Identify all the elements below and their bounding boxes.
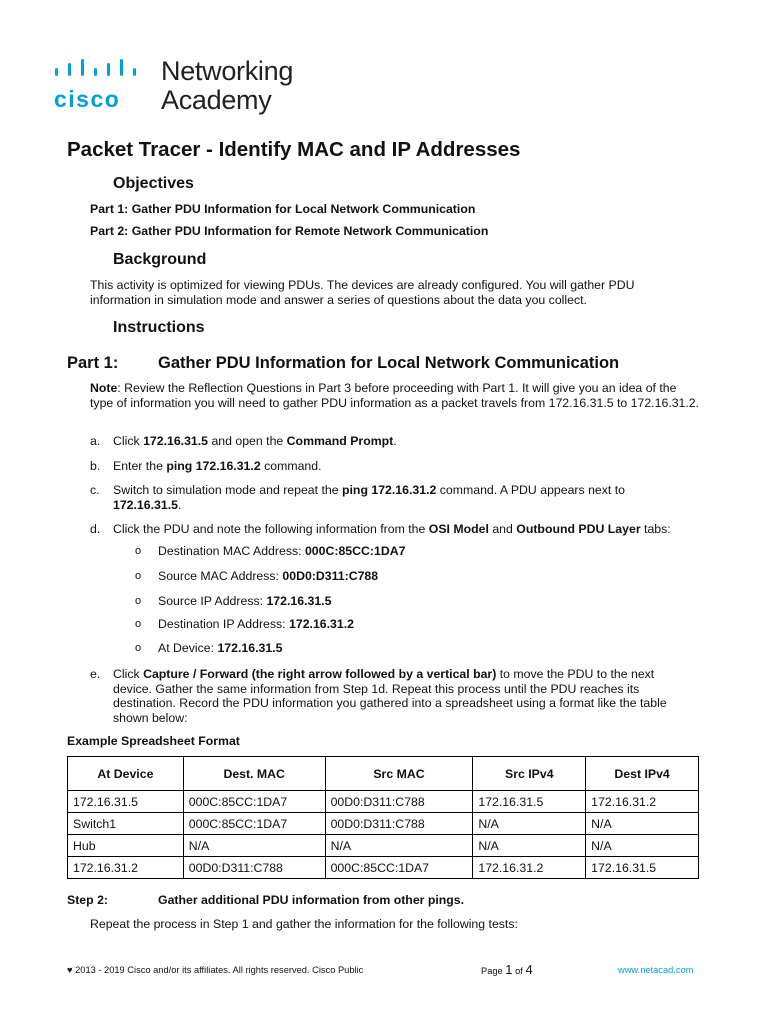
step-e-text: Click Capture / Forward (the right arrow followed by a vertical bar) to move the PDU to the next device. Gather the same information from Step 1d. Repeat this process until the PDU reaches its destination. Record the PDU information you gathered into a spreadsheet using a format like the table shown below: (113, 667, 667, 725)
header-at-device: At Device (68, 757, 184, 791)
dest-mac-item: Destination MAC Address: 000C:85CC:1DA7 (158, 544, 406, 558)
bullet-marker: o (135, 545, 142, 557)
step-a-marker: a. (90, 434, 101, 448)
table-cell: 000C:85CC:1DA7 (183, 813, 325, 835)
table-row (68, 835, 699, 857)
src-mac-item: Source MAC Address: 00D0:D311:C788 (158, 569, 379, 583)
step2-label: Step 2: (67, 893, 108, 907)
logo-line-networking: Networking (161, 56, 294, 86)
table-cell: 172.16.31.2 (473, 857, 586, 879)
footer-page-number: Page 1 of 4 (481, 962, 533, 977)
table-cell: 00D0:D311:C788 (325, 813, 473, 835)
header-src-ipv4: Src IPv4 (473, 757, 586, 791)
logo-line-academy: Academy (161, 85, 272, 115)
cisco-networking-academy-logo (54, 56, 314, 120)
table-cell: N/A (473, 835, 586, 857)
step-d-text: Click the PDU and note the following information from the OSI Model and Outbound PDU Layer tabs: (113, 522, 671, 536)
table-cell: 172.16.31.5 (68, 791, 184, 813)
table-cell: N/A (586, 813, 699, 835)
step2-title: Gather additional PDU information from other pings. (158, 893, 465, 907)
objectives-heading: Objectives (113, 175, 194, 192)
table-cell: 000C:85CC:1DA7 (325, 857, 473, 879)
bullet-marker: o (135, 595, 142, 607)
table-row (68, 813, 699, 835)
table-cell: 172.16.31.2 (68, 857, 184, 879)
background-heading: Background (113, 251, 207, 268)
table-cell: N/A (325, 835, 473, 857)
table-cell: 00D0:D311:C788 (325, 791, 473, 813)
cisco-bridge-icon (54, 58, 150, 82)
table-cell: N/A (586, 835, 699, 857)
table-caption: Example Spreadsheet Format (67, 734, 240, 748)
step2-text: Repeat the process in Step 1 and gather the information for the following tests: (90, 917, 518, 931)
step-c-text: Switch to simulation mode and repeat the ping 172.16.31.2 command. A PDU appears next to 172.16.31.5. (113, 483, 625, 512)
dest-ip-item: Destination IP Address: 172.16.31.2 (158, 617, 354, 631)
step-b-marker: b. (90, 459, 101, 473)
background-text: This activity is optimized for viewing PDUs. The devices are already configured. You will gather PDU information in simulation mode and answer a series of questions about the data you collect. (90, 278, 635, 307)
bullet-marker: o (135, 642, 142, 654)
step-b-text: Enter the ping 172.16.31.2 command. (113, 459, 322, 473)
part1-label: Part 1: (67, 354, 119, 372)
bullet-marker: o (135, 570, 142, 582)
at-device-item: At Device: 172.16.31.5 (158, 641, 283, 655)
part1-title: Gather PDU Information for Local Network Communication (158, 354, 620, 372)
table-header-row (68, 757, 699, 791)
table-cell: 000C:85CC:1DA7 (183, 791, 325, 813)
step-a-text: Click 172.16.31.5 and open the Command Prompt. (113, 434, 397, 448)
table-cell: Switch1 (68, 813, 184, 835)
table-cell: 00D0:D311:C788 (183, 857, 325, 879)
table-row (68, 857, 699, 879)
table-row (68, 791, 699, 813)
table-cell: 172.16.31.2 (586, 791, 699, 813)
header-dest-ipv4: Dest IPv4 (586, 757, 699, 791)
objective-part-1: Part 1: Gather PDU Information for Local Network Communication (90, 202, 476, 216)
cisco-wordmark: cisco. (54, 86, 124, 112)
header-src-mac: Src MAC (325, 757, 473, 791)
bullet-marker: o (135, 618, 142, 630)
example-spreadsheet-table (67, 756, 699, 879)
step-c-marker: c. (90, 483, 100, 497)
table-cell: 172.16.31.5 (473, 791, 586, 813)
table-cell: N/A (183, 835, 325, 857)
header-dest-mac: Dest. MAC (183, 757, 325, 791)
objective-part-2: Part 2: Gather PDU Information for Remote Network Communication (90, 224, 489, 238)
instructions-heading: Instructions (113, 319, 205, 336)
document-title: Packet Tracer - Identify MAC and IP Addresses (67, 138, 521, 161)
footer-website-link[interactable]: www.netacad.com (618, 965, 694, 975)
step-e-marker: e. (90, 667, 101, 681)
part1-note: Note: Review the Reflection Questions in Part 3 before proceeding with Part 1. It will give you an idea of the type of information you will need to gather PDU information as a packet travels from 172.16.31.5 to 172.16.31.2. (90, 381, 700, 410)
table-cell: 172.16.31.5 (586, 857, 699, 879)
step-d-marker: d. (90, 522, 101, 536)
table-cell: N/A (473, 813, 586, 835)
src-ip-item: Source IP Address: 172.16.31.5 (158, 594, 332, 608)
footer-copyright: ♥ 2013 - 2019 Cisco and/or its affiliates. All rights reserved. Cisco Public (67, 965, 364, 975)
table-cell: Hub (68, 835, 184, 857)
